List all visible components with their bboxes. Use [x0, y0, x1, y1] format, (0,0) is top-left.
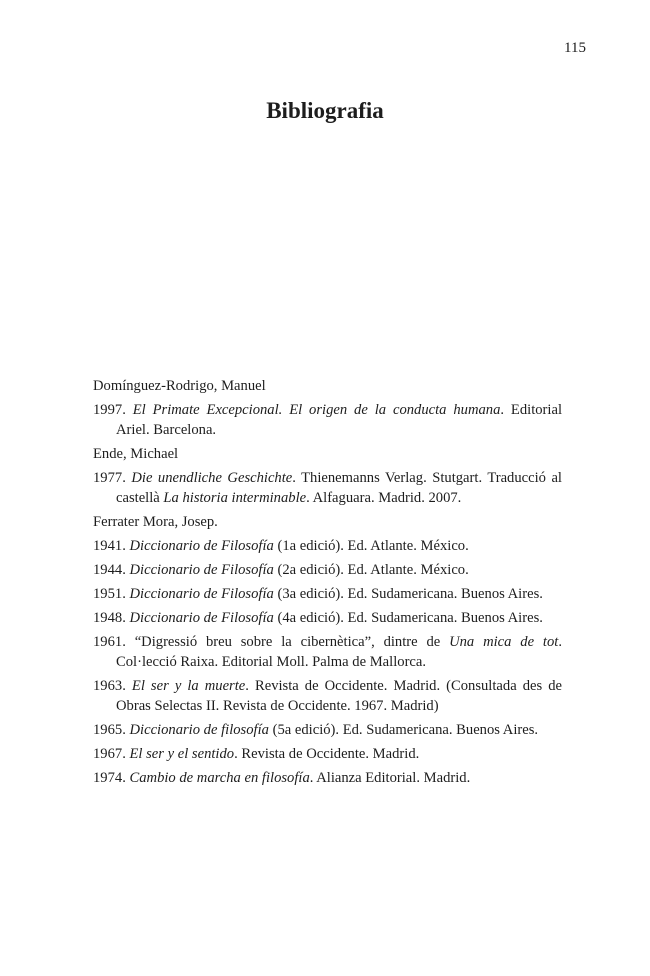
bibliography-entry — [93, 676, 562, 716]
bibliography-entry — [93, 400, 562, 440]
bibliography-entry — [93, 744, 562, 764]
bibliography-list — [93, 376, 562, 792]
entry-year: 1961. — [93, 634, 126, 650]
page-number: 115 — [564, 40, 586, 56]
entry-text: (1a edició). Ed. Atlante. México. — [273, 538, 469, 554]
entry-text: . Alianza Editorial. Madrid. — [309, 770, 471, 786]
entry-year: 1967. — [93, 746, 126, 762]
entry-title: Una mica de tot — [449, 634, 559, 650]
bibliography-entry — [93, 608, 562, 628]
entry-year: 1997. — [93, 402, 126, 418]
entry-year: 1944. — [93, 562, 126, 578]
entry-title: Diccionario de Filosofía — [129, 538, 274, 554]
entry-year: 1941. — [93, 538, 126, 554]
entry-title: Diccionario de Filosofía — [129, 586, 274, 602]
bibliography-entry — [93, 560, 562, 580]
entry-title: Die unendliche Geschichte — [131, 470, 293, 486]
entry-text: . Thienemanns Verlag. Stutgart. Traducció al castellà — [116, 470, 562, 506]
entry-text: . Revista de Occidente. Madrid. (Consultada des de Obras Selectas II. Revista de Occidente. 1967. Madrid) — [116, 678, 562, 714]
entry-text: . Revista de Occidente. Madrid. — [234, 746, 420, 762]
entry-year: 1974. — [93, 770, 126, 786]
bibliography-author: Ende, Michael — [93, 446, 179, 462]
entry-text: (3a edició). Ed. Sudamericana. Buenos Aires. — [273, 586, 543, 602]
entry-text: “Digressió breu sobre la cibernètica”, dintre de — [134, 634, 450, 650]
entry-title: El ser y el sentido — [129, 746, 235, 762]
entry-text: . Col·lecció Raixa. Editorial Moll. Palma de Mallorca. — [116, 634, 562, 670]
bibliography-author: Domínguez-Rodrigo, Manuel — [93, 378, 266, 394]
page-title: Bibliografia — [266, 98, 384, 123]
entry-title: La historia interminable — [163, 490, 307, 506]
entry-year: 1951. — [93, 586, 126, 602]
entry-text: . Editorial Ariel. Barcelona. — [116, 402, 562, 438]
entry-title: Diccionario de Filosofía — [129, 610, 274, 626]
entry-title: El Primate Excepcional. El origen de la conducta humana — [132, 402, 501, 418]
entry-year: 1963. — [93, 678, 126, 694]
entry-text: (4a edició). Ed. Sudamericana. Buenos Aires. — [273, 610, 543, 626]
entry-title: Cambio de marcha en filosofía — [129, 770, 310, 786]
bibliography-entry — [93, 584, 562, 604]
entry-title: Diccionario de filosofía — [129, 722, 269, 738]
bibliography-entry — [93, 536, 562, 556]
bibliography-entry — [93, 632, 562, 672]
bibliography-entry — [93, 768, 562, 788]
entry-title: El ser y la muerte — [131, 678, 246, 694]
entry-text: (2a edició). Ed. Atlante. México. — [273, 562, 469, 578]
entry-title: Diccionario de Filosofía — [129, 562, 274, 578]
bibliography-entry — [93, 468, 562, 508]
entry-year: 1977. — [93, 470, 126, 486]
entry-year: 1948. — [93, 610, 126, 626]
bibliography-entry — [93, 720, 562, 740]
entry-year: 1965. — [93, 722, 126, 738]
entry-text: . Alfaguara. Madrid. 2007. — [306, 490, 462, 506]
entry-text: (5a edició). Ed. Sudamericana. Buenos Aires. — [268, 722, 539, 738]
bibliography-author: Ferrater Mora, Josep. — [93, 514, 218, 530]
